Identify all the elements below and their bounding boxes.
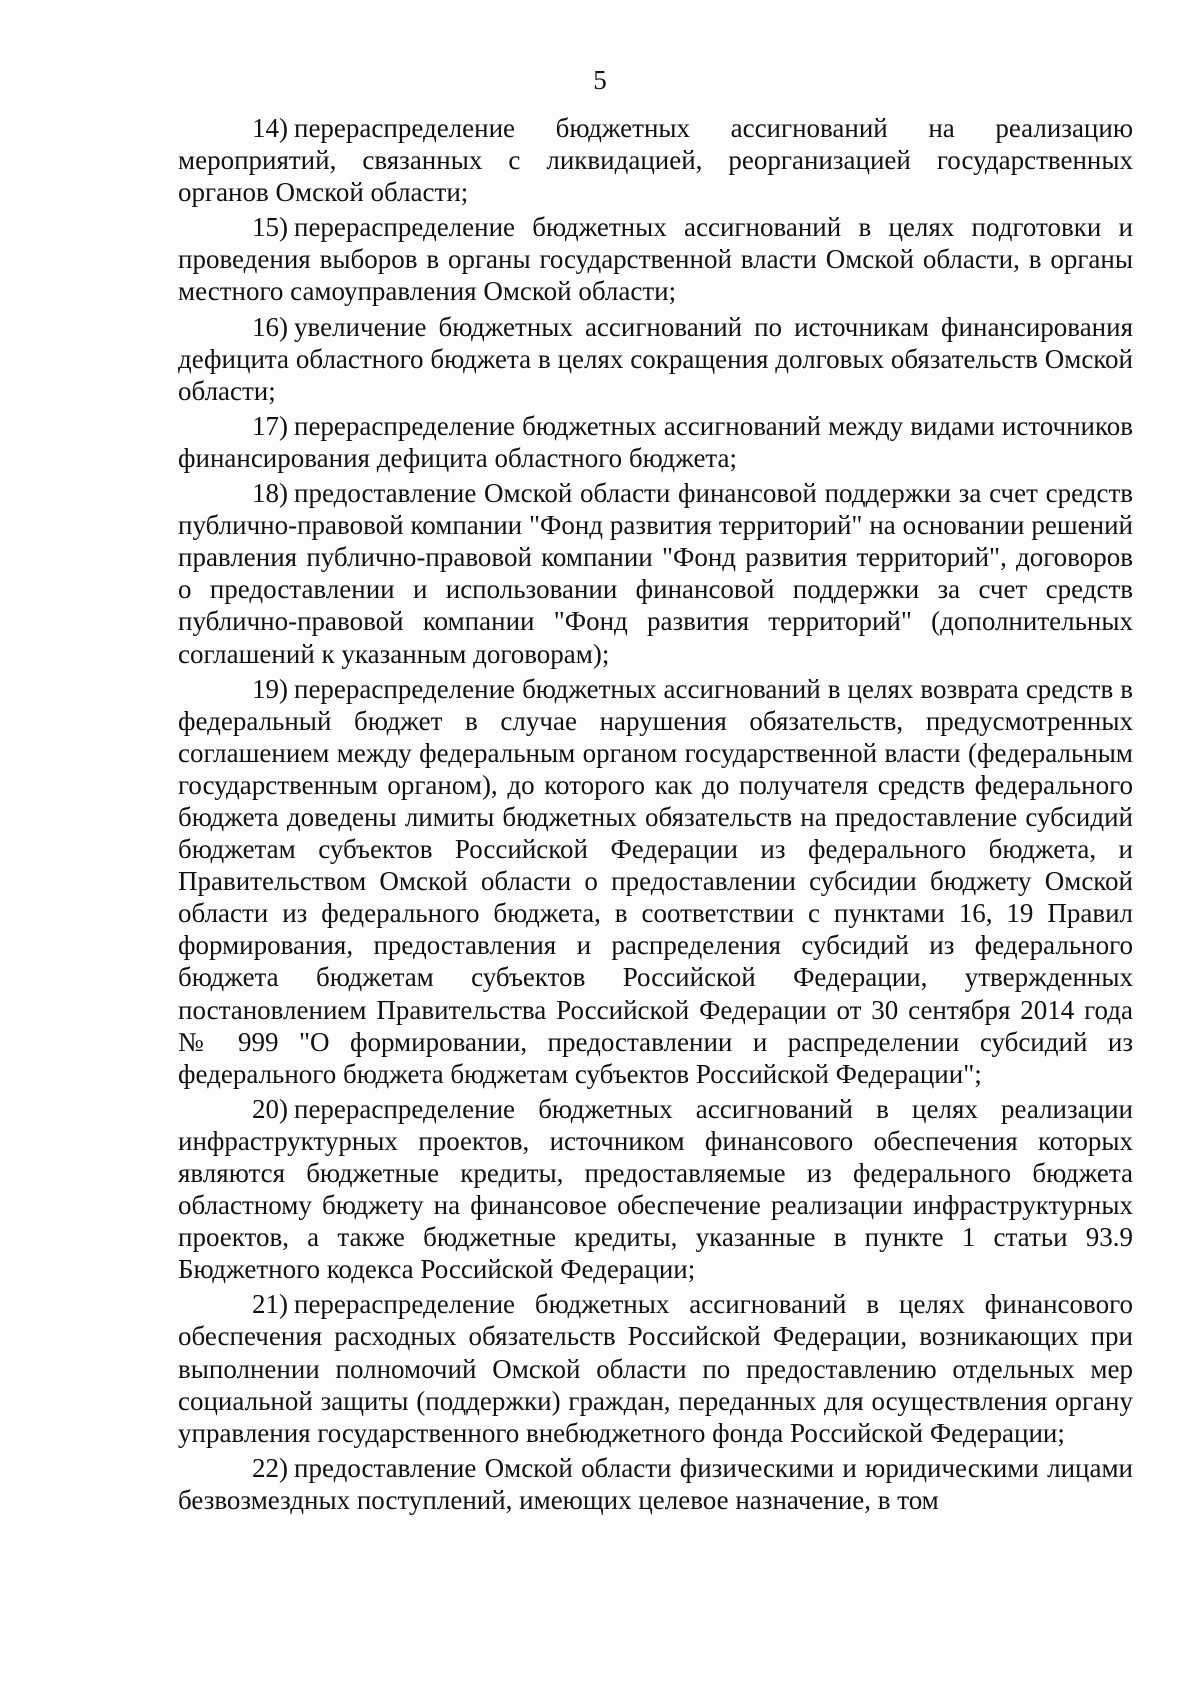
list-item-18: [178, 477, 1133, 670]
list-item-21: [178, 1288, 1133, 1448]
item-text: перераспределение бюджетных ассигнований в целях подготовки и проведения выборов в органы государственной власти Омской области, в органы местного самоуправления Омской области;: [178, 212, 1133, 307]
list-item-16: [178, 311, 1133, 407]
item-text: предоставление Омской области финансовой поддержки за счет средств публично-правовой компании "Фонд развития территорий" на основании решений правления публично-правовой компании "Фонд развития территорий", договоров о предоставлении и использовании финансовой поддержки за счет средств публично-правовой компании "Фонд развития территорий" (дополнительных соглашений к указанным договорам);: [178, 478, 1133, 669]
item-number: 22): [252, 1452, 288, 1483]
item-number: 18): [252, 478, 288, 509]
item-text: перераспределение бюджетных ассигнований в целях возврата средств в федеральный бюджет в случае нарушения обязательств, предусмотренных соглашением между федеральным органом государственной власти (федеральным государственным органом), до которого как до получателя средств федерального бюджета доведены лимиты бюджетных обязательств на предоставление субсидий бюджетам субъектов Российской Федерации из федерального бюджета, и Правительством Омской области о предоставлении субсидии бюджету Омской области из федерального бюджета, в соответствии с пунктами 16, 19 Правил формирования, предоставления и распределения субсидий из федерального бюджета бюджетам субъектов Российской Федерации, утвержденных постановлением Правительства Российской Федерации от 30 сентября 2014 года № 999 "О формировании, предоставлении и распределении субсидий из федерального бюджета бюджетам субъектов Российской Федерации";: [178, 673, 1133, 1089]
item-number: 21): [252, 1289, 288, 1320]
item-text: перераспределение бюджетных ассигнований в целях реализации инфраструктурных проектов, источником финансового обеспечения которых являются бюджетные кредиты, предоставляемые из федерального бюджета областному бюджету на финансовое обеспечение реализации инфраструктурных проектов, а также бюджетные кредиты, указанные в пункте 1 статьи 93.9 Бюджетного кодекса Российской Федерации;: [178, 1093, 1133, 1285]
item-text: перераспределение бюджетных ассигнований на реализацию мероприятий, связанных с ликвидацией, реорганизацией государственных органов Омской области;: [178, 113, 1133, 208]
item-text: перераспределение бюджетных ассигнований между видами источников финансирования дефицита областного бюджета;: [178, 410, 1133, 473]
item-number: 19): [252, 673, 288, 704]
item-number: 14): [252, 113, 288, 143]
item-text: увеличение бюджетных ассигнований по источникам финансирования дефицита областного бюджета в целях сокращения долговых обязательств Омской области;: [178, 311, 1133, 406]
item-number: 15): [252, 212, 288, 243]
item-number: 16): [252, 311, 288, 342]
document-body: [178, 112, 1133, 1519]
list-item-20: [178, 1093, 1133, 1286]
list-item-17: [178, 410, 1133, 474]
list-item-14: [178, 112, 1133, 208]
list-item-19: [178, 673, 1133, 1090]
list-item-15: [178, 211, 1133, 307]
item-text: перераспределение бюджетных ассигнований в целях финансового обеспечения расходных обязательств Российской Федерации, возникающих при выполнении полномочий Омской области по предоставлению отдельных мер социальной защиты (поддержки) граждан, переданных для осуществления органу управления государственного внебюджетного фонда Российской Федерации;: [178, 1289, 1133, 1448]
item-text: предоставление Омской области физическими и юридическими лицами безвозмездных поступлений, имеющих целевое назначение, в том: [178, 1452, 1133, 1515]
list-item-22: [178, 1452, 1133, 1516]
page-number: 5: [593, 65, 607, 95]
item-number: 17): [252, 410, 288, 441]
item-number: 20): [252, 1093, 288, 1124]
